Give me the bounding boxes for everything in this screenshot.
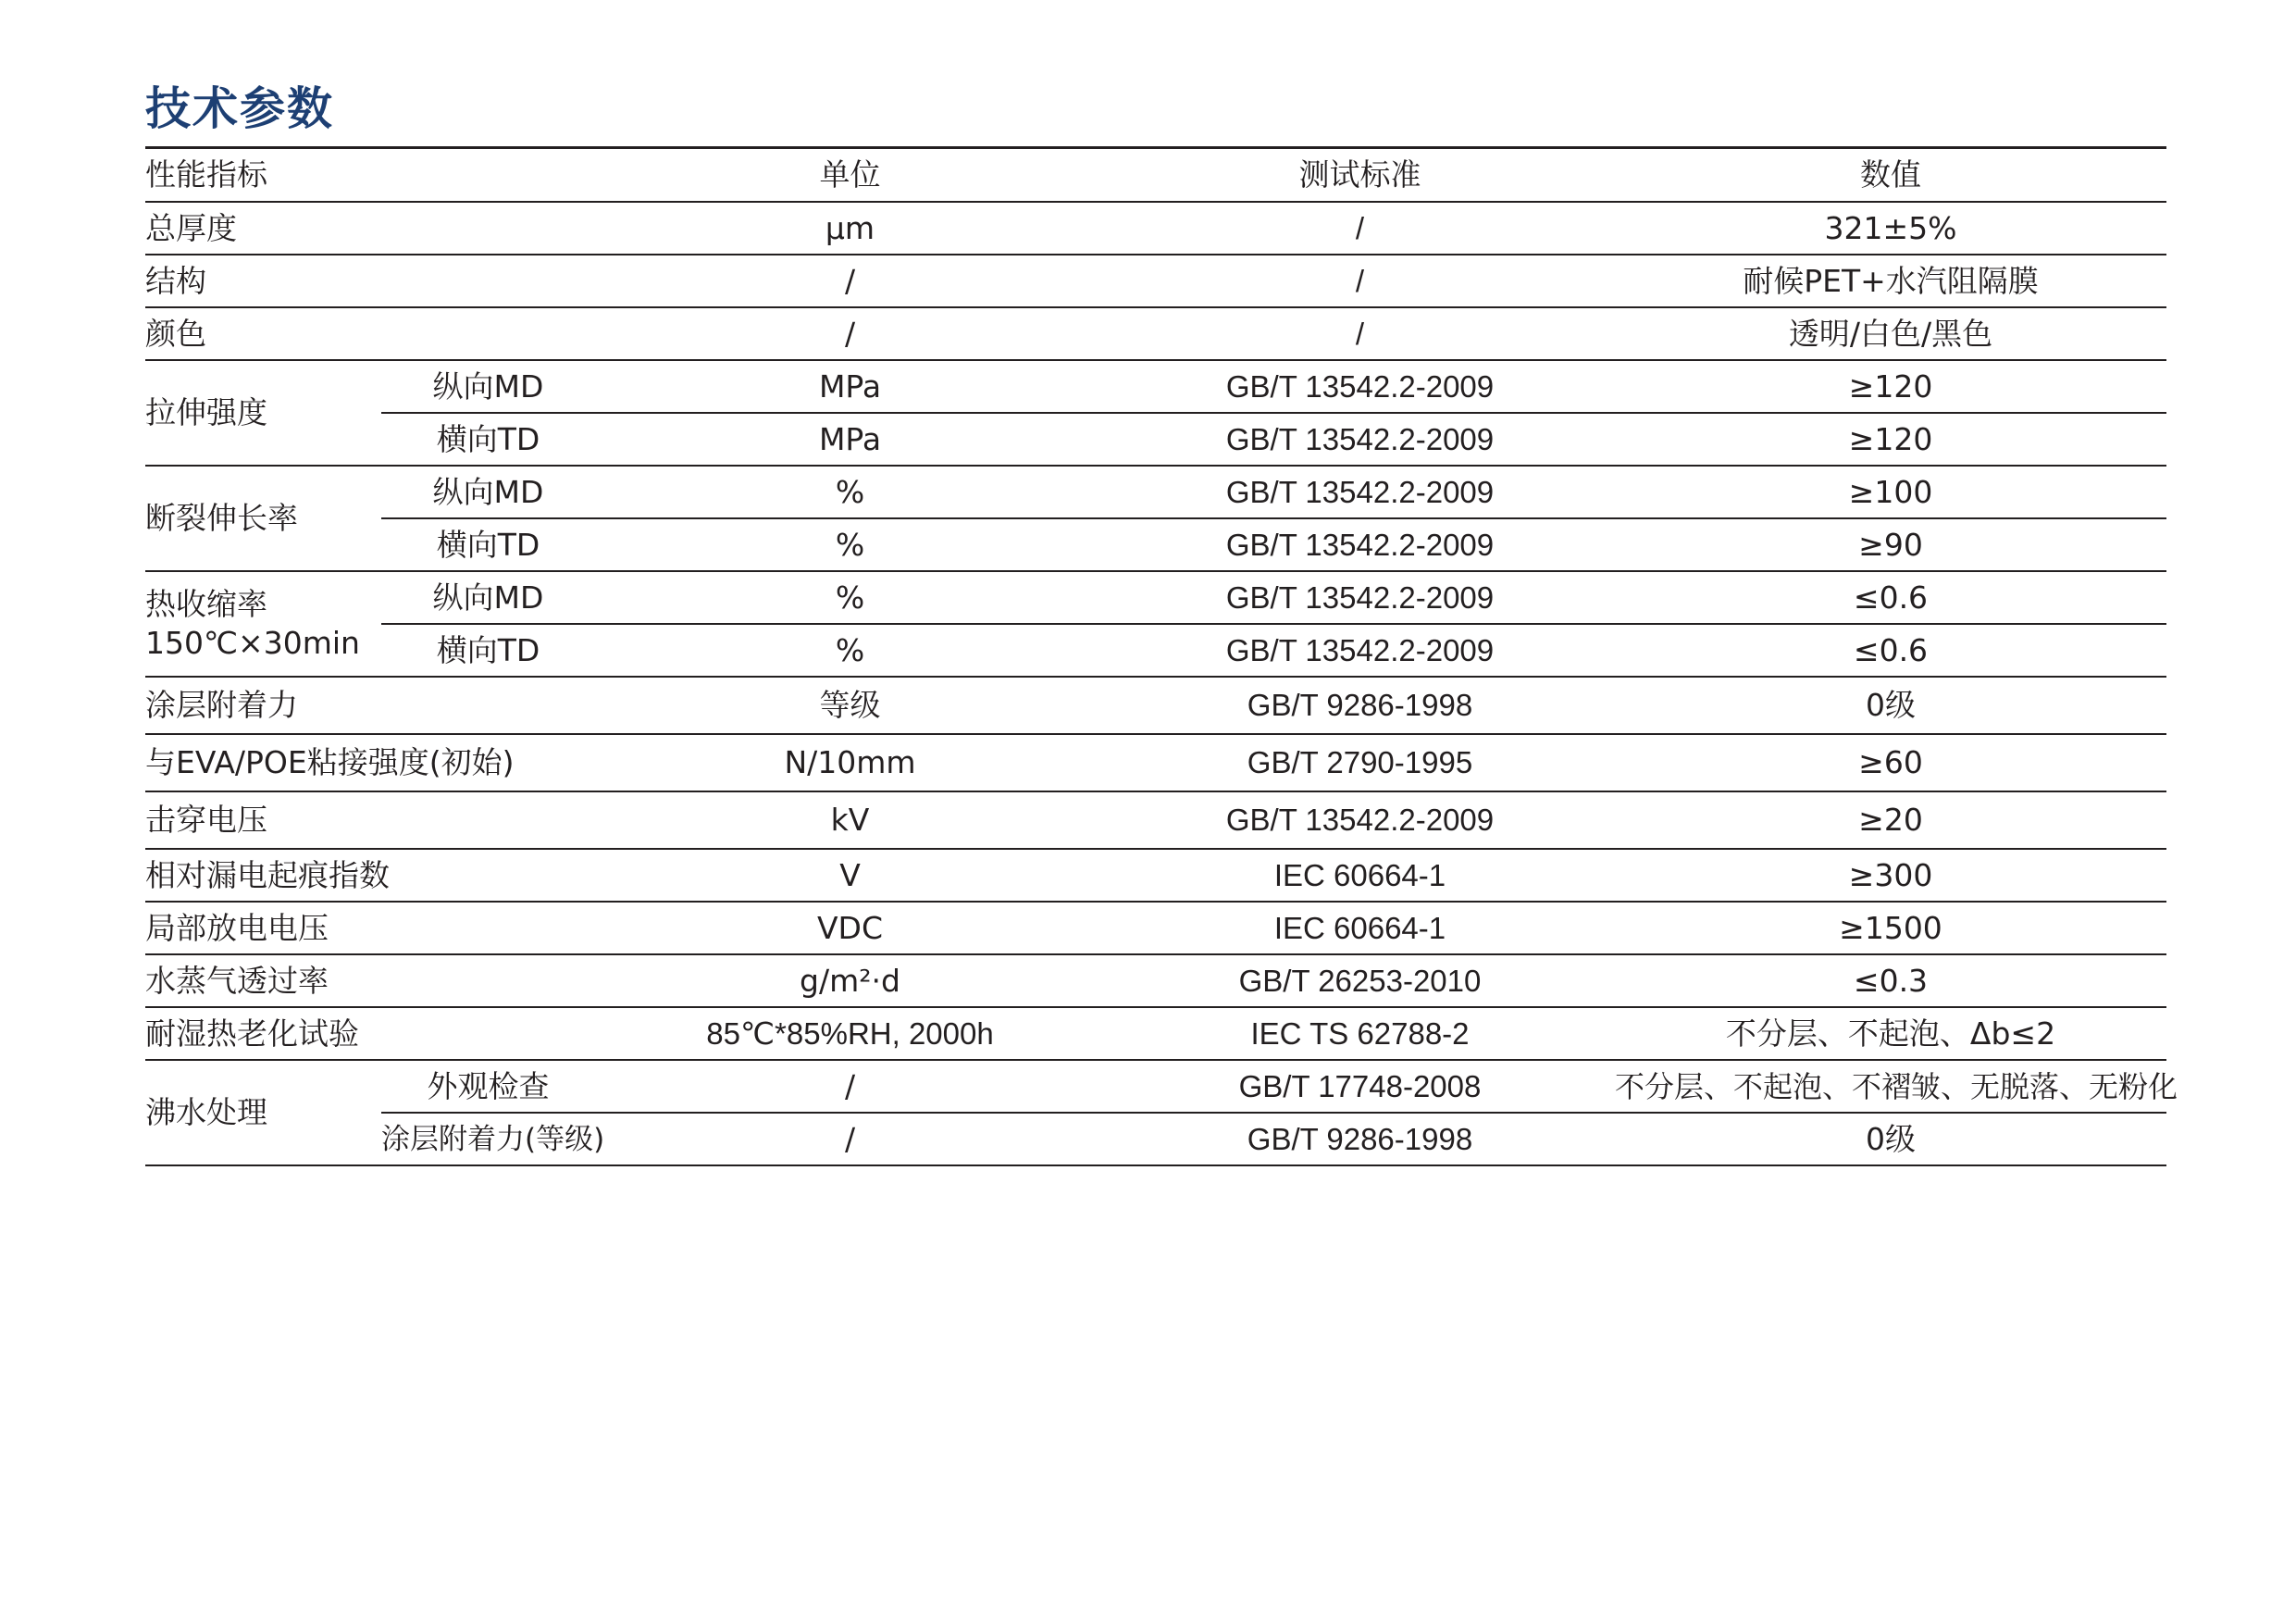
col-header-value: 数值 (1615, 148, 2166, 203)
row-standard: GB/T 2790-1995 (1105, 734, 1615, 791)
table-row (145, 849, 2166, 902)
row-standard: / (1105, 307, 1615, 360)
row-name: 断裂伸长率 (145, 466, 381, 571)
row-unit: N/10mm (595, 734, 1105, 791)
row-value: ≥1500 (1615, 902, 2166, 954)
col-header-unit: 单位 (595, 148, 1105, 203)
row-unit: VDC (595, 902, 1105, 954)
row-unit: % (595, 624, 1105, 677)
row-value: 耐候PET+水汽阻隔膜 (1615, 255, 2166, 307)
table-row (145, 307, 2166, 360)
row-unit: V (595, 849, 1105, 902)
row-name (145, 571, 381, 677)
row-unit: / (595, 255, 1105, 307)
row-unit: % (595, 466, 1105, 518)
row-standard: GB/T 13542.2-2009 (1105, 360, 1615, 413)
row-standard: GB/T 13542.2-2009 (1105, 466, 1615, 518)
row-name: 局部放电电压 (145, 902, 595, 954)
row-standard: GB/T 13542.2-2009 (1105, 791, 1615, 849)
row-value: ≥60 (1615, 734, 2166, 791)
row-value: ≥300 (1615, 849, 2166, 902)
row-unit: % (595, 518, 1105, 571)
table-row (145, 466, 2166, 518)
row-name-line2: 150℃×30min (145, 625, 360, 661)
row-subname: 纵向MD (381, 360, 595, 413)
row-name: 涂层附着力 (145, 677, 595, 734)
row-standard: GB/T 13542.2-2009 (1105, 413, 1615, 466)
row-unit: kV (595, 791, 1105, 849)
row-unit: 85℃*85%RH, 2000h (595, 1007, 1105, 1060)
col-header-standard: 测试标准 (1105, 148, 1615, 203)
row-value: 不分层、不起泡、Δb≤2 (1615, 1007, 2166, 1060)
row-unit: MPa (595, 360, 1105, 413)
col-header-indicator: 性能指标 (145, 148, 595, 203)
row-unit: g/m²·d (595, 954, 1105, 1007)
row-value: ≥20 (1615, 791, 2166, 849)
row-value: 不分层、不起泡、不褶皱、无脱落、无粉化 (1615, 1060, 2166, 1113)
row-unit: MPa (595, 413, 1105, 466)
row-standard: GB/T 13542.2-2009 (1105, 624, 1615, 677)
row-unit: % (595, 571, 1105, 624)
table-row (145, 902, 2166, 954)
row-name: 结构 (145, 255, 595, 307)
row-subname: 外观检查 (381, 1060, 595, 1113)
row-standard: GB/T 17748-2008 (1105, 1060, 1615, 1113)
row-subname: 纵向MD (381, 571, 595, 624)
row-name: 总厚度 (145, 202, 595, 255)
row-name: 与EVA/POE粘接强度(初始) (145, 734, 595, 791)
row-standard: / (1105, 255, 1615, 307)
row-value: ≥120 (1615, 360, 2166, 413)
row-value: 0级 (1615, 677, 2166, 734)
row-value: 透明/白色/黑色 (1615, 307, 2166, 360)
table-row (145, 360, 2166, 413)
row-standard: IEC 60664-1 (1105, 849, 1615, 902)
row-value: ≤0.3 (1615, 954, 2166, 1007)
table-row (145, 954, 2166, 1007)
row-value: ≥90 (1615, 518, 2166, 571)
row-standard: / (1105, 202, 1615, 255)
row-standard: IEC 60664-1 (1105, 902, 1615, 954)
row-value: ≤0.6 (1615, 571, 2166, 624)
row-subname: 横向TD (381, 518, 595, 571)
header-row (145, 148, 2166, 203)
table-row (145, 518, 2166, 571)
row-name: 水蒸气透过率 (145, 954, 595, 1007)
table-row (145, 624, 2166, 677)
row-subname: 横向TD (381, 624, 595, 677)
row-subname: 横向TD (381, 413, 595, 466)
row-name: 相对漏电起痕指数 (145, 849, 595, 902)
table-row (145, 734, 2166, 791)
table-row (145, 255, 2166, 307)
row-value: ≤0.6 (1615, 624, 2166, 677)
row-value: ≥120 (1615, 413, 2166, 466)
row-unit: / (595, 1060, 1105, 1113)
row-standard: GB/T 13542.2-2009 (1105, 571, 1615, 624)
row-standard: GB/T 13542.2-2009 (1105, 518, 1615, 571)
table-row (145, 1113, 2166, 1165)
page-title: 技术参数 (145, 82, 335, 135)
row-name: 拉伸强度 (145, 360, 381, 466)
row-name: 沸水处理 (145, 1060, 381, 1165)
row-name: 颜色 (145, 307, 595, 360)
row-unit: μm (595, 202, 1105, 255)
row-value: ≥100 (1615, 466, 2166, 518)
table-row (145, 413, 2166, 466)
row-unit: / (595, 307, 1105, 360)
row-name: 耐湿热老化试验 (145, 1007, 595, 1060)
row-value: 321±5% (1615, 202, 2166, 255)
row-name: 击穿电压 (145, 791, 595, 849)
row-value: 0级 (1615, 1113, 2166, 1165)
table-row (145, 1060, 2166, 1113)
row-standard: IEC TS 62788-2 (1105, 1007, 1615, 1060)
row-standard: GB/T 26253-2010 (1105, 954, 1615, 1007)
spec-table (145, 146, 2178, 1166)
table-row (145, 202, 2166, 255)
row-name-line1: 热收缩率 (145, 586, 267, 622)
row-standard: GB/T 9286-1998 (1105, 1113, 1615, 1165)
table-row (145, 571, 2166, 624)
row-subname: 涂层附着力(等级) (381, 1113, 595, 1165)
row-subname: 纵向MD (381, 466, 595, 518)
row-unit: 等级 (595, 677, 1105, 734)
row-unit: / (595, 1113, 1105, 1165)
table-row (145, 677, 2166, 734)
table-row (145, 791, 2166, 849)
row-standard: GB/T 9286-1998 (1105, 677, 1615, 734)
table-row (145, 1007, 2166, 1060)
